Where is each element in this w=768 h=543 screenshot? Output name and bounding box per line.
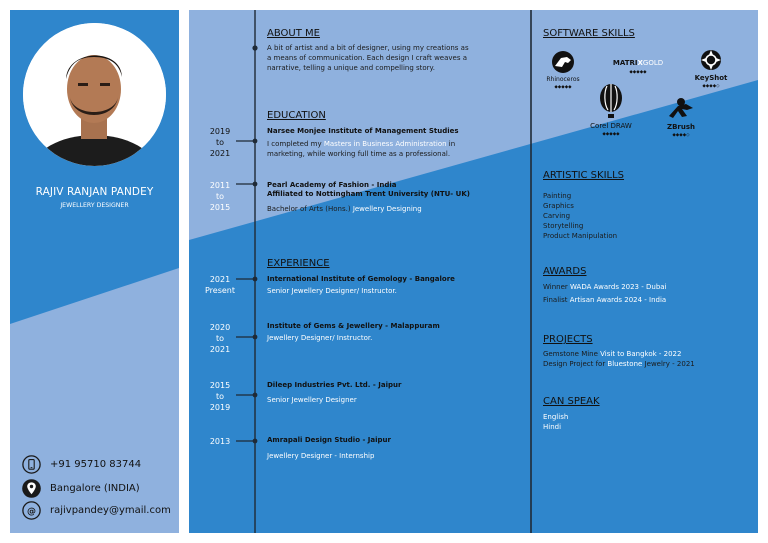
- exp-2-years: [203, 322, 237, 355]
- avatar: [23, 23, 166, 166]
- about-heading: ABOUT ME: [267, 28, 320, 39]
- year-end: 2021: [209, 345, 231, 354]
- keyshot-icon: [701, 50, 721, 70]
- edu-1-desc-line-2: marketing, while working full time as a professional.: [267, 150, 451, 158]
- year-sep: to: [215, 192, 225, 201]
- list-item: [543, 295, 667, 305]
- projects-list: [543, 349, 695, 369]
- edu-1-desc-line-1: [267, 139, 455, 149]
- about-line-1: A bit of artist and a bit of designer, using my creations as: [267, 44, 469, 52]
- software-heading: SOFTWARE SKILLS: [543, 28, 635, 39]
- location-pin-icon: [22, 479, 41, 498]
- list-item: Graphics: [543, 202, 574, 210]
- matrixgold-rating: ◆◆◆◆◆: [629, 70, 647, 75]
- year-start: 2013: [209, 437, 231, 446]
- experience-heading: EXPERIENCE: [267, 258, 330, 269]
- year-start: 2011: [209, 181, 231, 190]
- edu-2-desc-pre: Bachelor of Arts (Hons.): [267, 205, 353, 213]
- email-at-icon: [22, 501, 41, 520]
- exp-3-role: Senior Jewellery Designer: [267, 396, 357, 404]
- profile-title: JEWELLERY DESIGNER: [60, 202, 129, 209]
- languages-list: [543, 412, 568, 432]
- about-line-3: narrative, telling a unique and compelling story.: [267, 64, 435, 72]
- list-item: [543, 282, 667, 292]
- languages-heading: CAN SPEAK: [543, 396, 600, 407]
- exp-2-company: Institute of Gems & Jewellery - Malappuram: [267, 322, 440, 330]
- left-panel: [10, 10, 179, 533]
- artistic-list: [543, 191, 617, 241]
- phone-icon: [22, 455, 41, 474]
- edu-1-years: [203, 126, 237, 159]
- exp-1-years: [203, 274, 237, 296]
- about-line-2: a means of communication. Each design I craft weaves a: [267, 54, 468, 62]
- email-address[interactable]: rajivpandey@ymail.com: [50, 504, 171, 516]
- artistic-heading: ARTISTIC SKILLS: [543, 170, 625, 181]
- list-item: English: [543, 413, 569, 421]
- edu-1-institution: Narsee Monjee Institute of Management Studies: [267, 127, 459, 135]
- edu-1-desc-highlight: Masters in Business Administration: [323, 140, 447, 148]
- rhino-icon: [552, 51, 574, 73]
- year-sep: to: [215, 392, 225, 401]
- edu-2-institution: Pearl Academy of Fashion - India: [267, 181, 397, 189]
- award-name: WADA Awards 2023 - Dubai: [570, 283, 667, 291]
- exp-2-role: Jewellery Designer/ Instructor.: [267, 334, 373, 342]
- exp-3-company: Dileep Industries Pvt. Ltd. - Jaipur: [267, 381, 402, 389]
- edu-1-desc-post: in: [446, 140, 456, 148]
- rhino-rating: ◆◆◆◆◆: [554, 85, 572, 90]
- list-item: Painting: [543, 192, 572, 200]
- avatar-photo: [23, 23, 166, 166]
- zbrush-label: ZBrush: [667, 123, 695, 131]
- location-text: Bangalore (INDIA): [50, 482, 140, 494]
- list-item: [543, 359, 695, 369]
- year-start: 2015: [209, 381, 231, 390]
- phone-number[interactable]: +91 95710 83744: [50, 458, 142, 470]
- year-end: 2019: [209, 403, 231, 412]
- keyshot-label: KeyShot: [694, 74, 728, 82]
- award-name: Artisan Awards 2024 - India: [569, 296, 667, 304]
- zbrush-rating: ◆◆◆◆◇: [672, 133, 690, 138]
- main-panel: [189, 10, 758, 533]
- edu-1-desc-pre: I completed my: [267, 140, 324, 148]
- exp-4-company: Amrapali Design Studio - Jaipur: [267, 436, 391, 444]
- list-item: Hindi: [543, 423, 562, 431]
- rhino-label: Rhinoceros: [546, 76, 580, 83]
- contact-email: [22, 500, 179, 520]
- coreldraw-balloon-icon: [600, 84, 622, 118]
- project-part: Design Project for: [543, 360, 608, 368]
- year-start: 2020: [209, 323, 231, 332]
- awards-heading: AWARDS: [543, 266, 587, 277]
- awards-list: [543, 282, 667, 305]
- projects-heading: PROJECTS: [543, 334, 593, 345]
- edu-2-desc-highlight: Jewellery Designing: [352, 205, 422, 213]
- year-sep: to: [215, 138, 225, 147]
- list-item: Carving: [543, 212, 571, 220]
- exp-4-years: [203, 436, 237, 447]
- edu-2-affiliation: Affiliated to Nottingham Trent University (NTU- UK): [267, 190, 470, 198]
- year-end: 2015: [209, 203, 231, 212]
- project-highlight: Bluestone: [607, 360, 643, 368]
- list-item: Storytelling: [543, 222, 584, 230]
- award-prefix: Winner: [543, 283, 570, 291]
- matrixgold-logo: MATRIXGOLD: [612, 59, 664, 67]
- project-part: Gemstone Mine: [543, 350, 601, 358]
- exp-4-role: Jewellery Designer - Internship: [267, 452, 375, 460]
- svg-text:@: @: [27, 506, 36, 517]
- contact-location: [22, 478, 179, 498]
- zbrush-icon: [669, 98, 693, 118]
- exp-1-company: International Institute of Gemology - Bangalore: [267, 275, 455, 283]
- software-logos: [541, 46, 751, 146]
- list-item: [543, 349, 695, 359]
- year-end: Present: [204, 286, 235, 295]
- coreldraw-label: Corel DRAW: [590, 122, 632, 130]
- project-part: Jewelry - 2021: [642, 360, 695, 368]
- coreldraw-rating: ◆◆◆◆◆: [602, 132, 620, 137]
- project-highlight: Visit to Bangkok - 2022: [600, 350, 682, 358]
- list-item: Product Manipulation: [543, 232, 618, 240]
- year-start: 2019: [209, 127, 231, 136]
- edu-2-years: [203, 180, 237, 213]
- year-end: 2021: [209, 149, 231, 158]
- contact-phone: [22, 454, 179, 474]
- exp-1-role: Senior Jewellery Designer/ Instructor.: [267, 287, 397, 295]
- profile-name: RAJIV RANJAN PANDEY: [35, 186, 154, 198]
- education-heading: EDUCATION: [267, 110, 326, 121]
- edu-2-desc: [267, 204, 422, 214]
- award-prefix: Finalist: [543, 296, 570, 304]
- year-sep: to: [215, 334, 225, 343]
- year-start: 2021: [209, 275, 231, 284]
- exp-3-years: [203, 380, 237, 413]
- keyshot-rating: ◆◆◆◆◇: [702, 84, 720, 89]
